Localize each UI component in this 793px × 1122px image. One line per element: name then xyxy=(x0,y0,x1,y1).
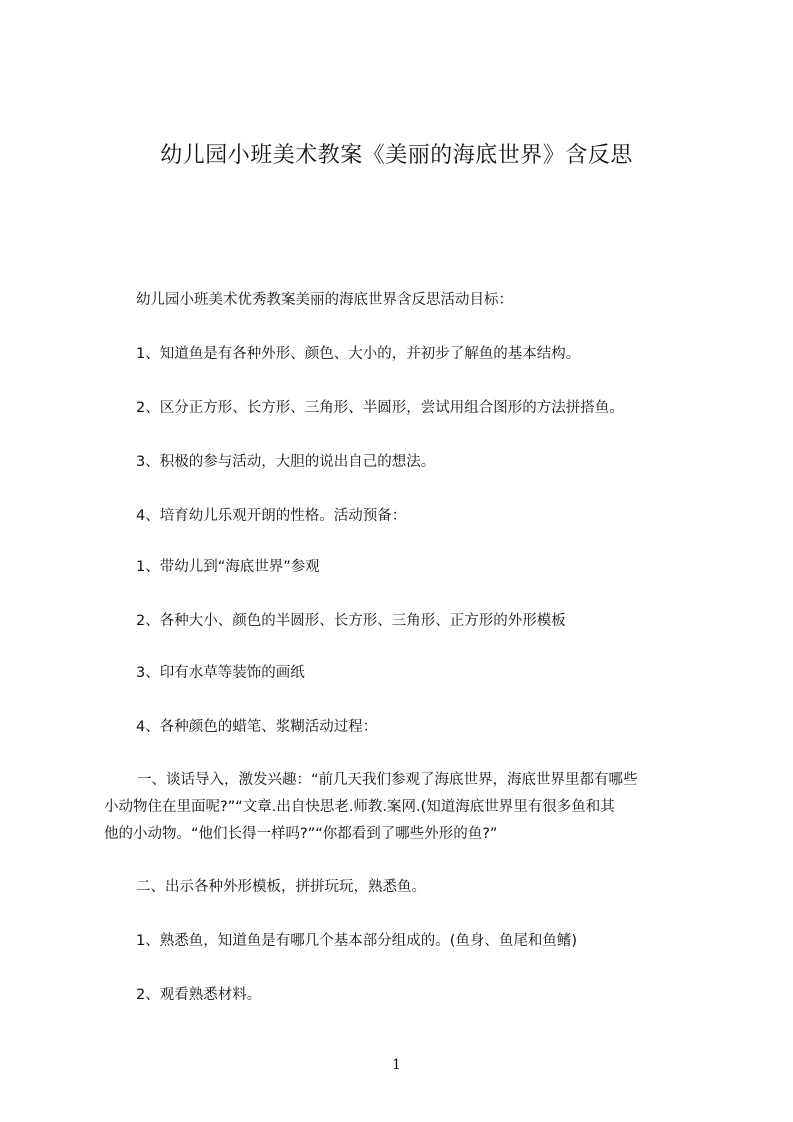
goal-item-2: 2、区分正方形、长方形、三角形、半圆形，尝试用组合图形的方法拼搭鱼。 xyxy=(136,400,624,416)
paragraph-line: 小动物住在里面呢?”“文章.出自快思老.师教.案网.(知道海底世界里有很多鱼和其 xyxy=(104,799,615,815)
page-number: 1 xyxy=(392,1057,401,1073)
process-step-2-heading: 二、出示各种外形模板，拼拼玩玩，熟悉鱼。 xyxy=(136,879,426,895)
paragraph-line: 他的小动物。“他们长得一样吗?”“你都看到了哪些外形的鱼?” xyxy=(104,826,498,842)
goal-item-1: 1、知道鱼是有各种外形、颜色、大小的，并初步了解鱼的基本结构。 xyxy=(136,346,581,362)
prep-item-3: 3、印有水草等装饰的画纸 xyxy=(136,665,305,681)
prep-item-2: 2、各种大小、颜色的半圆形、长方形、三角形、正方形的外形模板 xyxy=(136,613,566,629)
paragraph-line: 一、谈话导入，激发兴趣：“前几天我们参观了海底世界，海底世界里都有哪些 xyxy=(137,772,638,788)
intro-paragraph: 幼儿园小班美术优秀教案美丽的海底世界含反思活动目标： xyxy=(136,292,513,308)
prep-item-4: 4、各种颜色的蜡笔、浆糊活动过程： xyxy=(136,719,378,735)
process-step-2-item-2: 2、观看熟悉材料。 xyxy=(136,987,262,1003)
prep-item-1: 1、带幼儿到“海底世界”参观 xyxy=(136,559,320,575)
goal-item-3: 3、积极的参与活动，大胆的说出自己的想法。 xyxy=(136,454,436,470)
document-title: 幼儿园小班美术教案《美丽的海底世界》含反思 xyxy=(160,143,633,168)
goal-item-4: 4、培育幼儿乐观开朗的性格。活动预备： xyxy=(136,508,407,524)
process-step-1-paragraph xyxy=(104,767,704,848)
process-step-2-item-1: 1、熟悉鱼，知道鱼是有哪几个基本部分组成的。(鱼身、鱼尾和鱼鳍) xyxy=(136,933,578,949)
